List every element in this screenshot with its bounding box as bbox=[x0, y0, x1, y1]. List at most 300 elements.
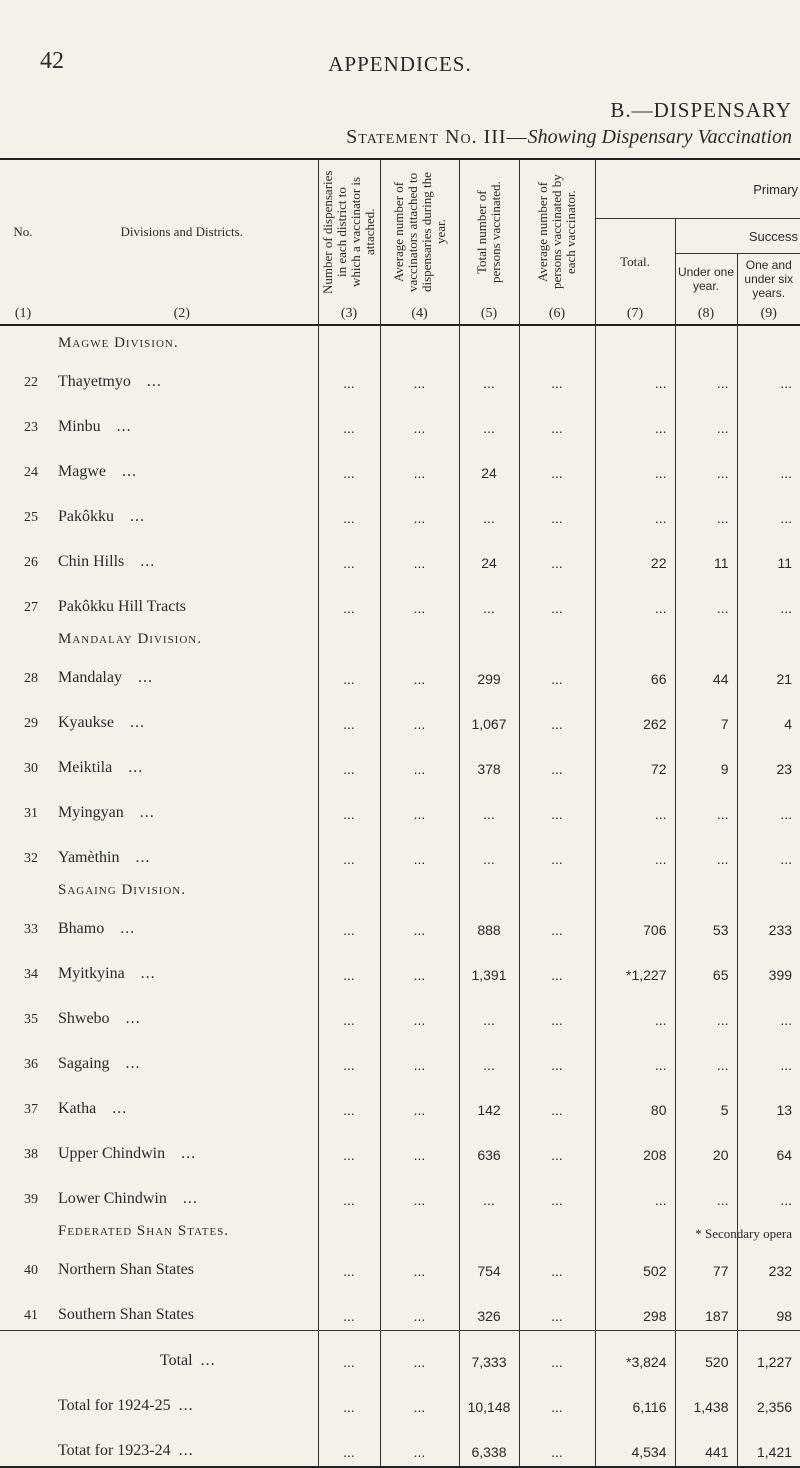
table-row bbox=[0, 783, 800, 828]
value-c7: 706 bbox=[595, 899, 675, 944]
value-c6: ... bbox=[519, 899, 595, 944]
total-c3: ... bbox=[318, 1331, 380, 1377]
statement-subtitle: Showing Dispensary Vaccination bbox=[527, 126, 792, 148]
leader-dots: ... bbox=[112, 1100, 128, 1117]
header-col3: Number of dispensaries in each district to which a vaccinator is attached. bbox=[320, 170, 377, 294]
district-cell bbox=[46, 989, 318, 1034]
total-c7: *3,824 bbox=[595, 1331, 675, 1377]
division-heading: Magwe Division. bbox=[58, 335, 179, 351]
district-cell bbox=[46, 828, 318, 873]
value-c7: 502 bbox=[595, 1240, 675, 1285]
column-number: (9) bbox=[737, 304, 800, 325]
total-c5: 6,338 bbox=[459, 1421, 519, 1467]
total-c8: 1,438 bbox=[675, 1376, 737, 1421]
leader-dots: ... bbox=[140, 553, 156, 570]
total-c7: 6,116 bbox=[595, 1376, 675, 1421]
statement-label: Statement No. III— bbox=[346, 126, 528, 148]
total-c4: ... bbox=[380, 1421, 459, 1467]
empty-cell bbox=[595, 622, 675, 648]
value-c6: ... bbox=[519, 487, 595, 532]
value-c5: ... bbox=[459, 783, 519, 828]
total-c7: 4,534 bbox=[595, 1421, 675, 1467]
row-number: 41 bbox=[24, 1308, 38, 1323]
leader-dots: ... bbox=[137, 669, 153, 686]
table-row bbox=[0, 487, 800, 532]
district-cell bbox=[46, 1079, 318, 1124]
value-c4: ... bbox=[380, 577, 459, 622]
district-cell bbox=[46, 397, 318, 442]
value-c8: 7 bbox=[675, 693, 737, 738]
value-c8: ... bbox=[675, 442, 737, 487]
header-under-one-year: Under one year. bbox=[675, 254, 737, 305]
district-name: Upper Chindwin bbox=[58, 1145, 166, 1162]
value-c6: ... bbox=[519, 944, 595, 989]
row-number: 36 bbox=[24, 1057, 38, 1072]
division-no-cell bbox=[0, 622, 46, 648]
total-c3: ... bbox=[318, 1376, 380, 1421]
leader-dots: ... bbox=[121, 463, 137, 480]
column-number: (8) bbox=[675, 304, 737, 325]
column-number: (5) bbox=[459, 304, 519, 325]
total-row bbox=[0, 1421, 800, 1467]
value-c5: ... bbox=[459, 1169, 519, 1214]
value-c7: 72 bbox=[595, 738, 675, 783]
leader-dots: ... bbox=[116, 418, 132, 435]
value-c9: 64 bbox=[737, 1124, 800, 1169]
value-c5: 24 bbox=[459, 532, 519, 577]
value-c4: ... bbox=[380, 828, 459, 873]
division-heading-row bbox=[0, 873, 800, 899]
leader-dots: ... bbox=[178, 1442, 194, 1459]
total-c5: 7,333 bbox=[459, 1331, 519, 1377]
empty-cell bbox=[380, 622, 459, 648]
value-c8: 44 bbox=[675, 648, 737, 693]
empty-cell bbox=[519, 873, 595, 899]
empty-cell bbox=[380, 325, 459, 352]
total-label: Total for 1924-25 bbox=[58, 1397, 171, 1414]
value-c3: ... bbox=[318, 577, 380, 622]
header-total: Total. bbox=[595, 219, 675, 305]
dispensary-vaccination-table bbox=[0, 158, 800, 1468]
value-c8: 9 bbox=[675, 738, 737, 783]
header-success: Success bbox=[675, 219, 800, 254]
value-c4: ... bbox=[380, 397, 459, 442]
row-number: 24 bbox=[24, 465, 38, 480]
value-c5: 24 bbox=[459, 442, 519, 487]
value-c4: ... bbox=[380, 944, 459, 989]
row-number: 37 bbox=[24, 1102, 38, 1117]
total-row bbox=[0, 1331, 800, 1377]
value-c6: ... bbox=[519, 693, 595, 738]
value-c6: ... bbox=[519, 989, 595, 1034]
value-c4: ... bbox=[380, 989, 459, 1034]
row-number: 29 bbox=[24, 716, 38, 731]
table-row bbox=[0, 828, 800, 873]
total-label-cell bbox=[46, 1421, 318, 1467]
total-c6: ... bbox=[519, 1376, 595, 1421]
table-row bbox=[0, 532, 800, 577]
leader-dots: ... bbox=[129, 714, 145, 731]
empty-cell bbox=[380, 1214, 459, 1240]
empty-cell bbox=[595, 325, 675, 352]
value-c9: 21 bbox=[737, 648, 800, 693]
district-cell bbox=[46, 487, 318, 532]
value-c9: ... bbox=[737, 1034, 800, 1079]
total-c5: 10,148 bbox=[459, 1376, 519, 1421]
value-c3: ... bbox=[318, 989, 380, 1034]
value-c6: ... bbox=[519, 1169, 595, 1214]
value-c9: ... bbox=[737, 1169, 800, 1214]
value-c6: ... bbox=[519, 648, 595, 693]
district-name: Chin Hills bbox=[58, 553, 125, 570]
leader-dots: ... bbox=[128, 759, 144, 776]
empty-cell bbox=[318, 622, 380, 648]
division-heading-row bbox=[0, 325, 800, 352]
value-c7: 298 bbox=[595, 1285, 675, 1331]
district-cell bbox=[46, 783, 318, 828]
value-c7: ... bbox=[595, 828, 675, 873]
value-c3: ... bbox=[318, 352, 380, 397]
district-name: Mandalay bbox=[58, 669, 122, 686]
empty-cell bbox=[737, 873, 800, 899]
district-cell bbox=[46, 899, 318, 944]
row-number: 25 bbox=[24, 510, 38, 525]
total-c8: 520 bbox=[675, 1331, 737, 1377]
division-heading-row bbox=[0, 622, 800, 648]
total-c8: 441 bbox=[675, 1421, 737, 1467]
value-c5: ... bbox=[459, 828, 519, 873]
value-c9: 232 bbox=[737, 1240, 800, 1285]
value-c5: 1,391 bbox=[459, 944, 519, 989]
value-c3: ... bbox=[318, 1034, 380, 1079]
value-c7: ... bbox=[595, 783, 675, 828]
value-c7: 208 bbox=[595, 1124, 675, 1169]
empty-cell bbox=[459, 622, 519, 648]
value-c4: ... bbox=[380, 487, 459, 532]
value-c4: ... bbox=[380, 1240, 459, 1285]
value-c9: 98 bbox=[737, 1285, 800, 1331]
leader-dots: ... bbox=[178, 1397, 194, 1414]
value-c3: ... bbox=[318, 1285, 380, 1331]
header-col6: Average number of persons vaccinated by each vaccinator. bbox=[535, 174, 578, 290]
empty-cell bbox=[737, 325, 800, 352]
value-c5: 142 bbox=[459, 1079, 519, 1124]
table-row bbox=[0, 1034, 800, 1079]
value-c5: ... bbox=[459, 487, 519, 532]
value-c3: ... bbox=[318, 828, 380, 873]
leader-dots: ... bbox=[182, 1190, 198, 1207]
value-c9 bbox=[737, 397, 800, 442]
value-c6: ... bbox=[519, 1079, 595, 1124]
header-no: No. bbox=[0, 159, 46, 304]
row-number: 22 bbox=[24, 375, 38, 390]
value-c8: 65 bbox=[675, 944, 737, 989]
empty-cell bbox=[459, 325, 519, 352]
value-c5: ... bbox=[459, 989, 519, 1034]
value-c6: ... bbox=[519, 1034, 595, 1079]
table-row bbox=[0, 1285, 800, 1331]
district-name: Thayetmyo bbox=[58, 373, 131, 390]
value-c3: ... bbox=[318, 648, 380, 693]
row-number: 31 bbox=[24, 806, 38, 821]
district-name: Pakôkku bbox=[58, 508, 114, 525]
value-c4: ... bbox=[380, 1285, 459, 1331]
value-c9: 11 bbox=[737, 532, 800, 577]
value-c5: ... bbox=[459, 1034, 519, 1079]
column-number-row bbox=[0, 304, 800, 325]
district-name: Shwebo bbox=[58, 1010, 110, 1027]
header-one-to-six-years: One and under six years. bbox=[737, 254, 800, 305]
district-cell bbox=[46, 1169, 318, 1214]
column-number: (2) bbox=[46, 304, 318, 325]
total-no-cell bbox=[0, 1376, 46, 1421]
value-c6: ... bbox=[519, 352, 595, 397]
value-c8: ... bbox=[675, 1169, 737, 1214]
empty-cell bbox=[380, 873, 459, 899]
total-c9: 1,227 bbox=[737, 1331, 800, 1377]
value-c8: ... bbox=[675, 397, 737, 442]
value-c7: 22 bbox=[595, 532, 675, 577]
total-c3: ... bbox=[318, 1421, 380, 1467]
value-c8: ... bbox=[675, 989, 737, 1034]
value-c5: 326 bbox=[459, 1285, 519, 1331]
table-row bbox=[0, 1240, 800, 1285]
leader-dots: ... bbox=[146, 373, 162, 390]
row-number: 33 bbox=[24, 922, 38, 937]
value-c4: ... bbox=[380, 1169, 459, 1214]
value-c6: ... bbox=[519, 1124, 595, 1169]
total-c4: ... bbox=[380, 1376, 459, 1421]
row-number: 26 bbox=[24, 555, 38, 570]
leader-dots: ... bbox=[181, 1145, 197, 1162]
leader-dots: ... bbox=[200, 1352, 216, 1369]
total-c9: 2,356 bbox=[737, 1376, 800, 1421]
column-number: (4) bbox=[380, 304, 459, 325]
district-cell bbox=[46, 1124, 318, 1169]
value-c4: ... bbox=[380, 532, 459, 577]
division-no-cell bbox=[0, 1214, 46, 1240]
empty-cell bbox=[675, 873, 737, 899]
value-c8: ... bbox=[675, 1034, 737, 1079]
district-cell bbox=[46, 352, 318, 397]
value-c4: ... bbox=[380, 648, 459, 693]
table-row bbox=[0, 577, 800, 622]
value-c4: ... bbox=[380, 1124, 459, 1169]
value-c4: ... bbox=[380, 352, 459, 397]
value-c5: 888 bbox=[459, 899, 519, 944]
column-number: (7) bbox=[595, 304, 675, 325]
value-c3: ... bbox=[318, 487, 380, 532]
value-c8: 11 bbox=[675, 532, 737, 577]
value-c9: ... bbox=[737, 783, 800, 828]
value-c3: ... bbox=[318, 944, 380, 989]
value-c6: ... bbox=[519, 828, 595, 873]
empty-cell bbox=[318, 1214, 380, 1240]
value-c9: ... bbox=[737, 577, 800, 622]
value-c6: ... bbox=[519, 1285, 595, 1331]
value-c7: ... bbox=[595, 1169, 675, 1214]
district-name: Sagaing bbox=[58, 1055, 110, 1072]
table-row bbox=[0, 1124, 800, 1169]
leader-dots: ... bbox=[135, 849, 151, 866]
empty-cell bbox=[519, 622, 595, 648]
value-c7: ... bbox=[595, 397, 675, 442]
row-number: 39 bbox=[24, 1192, 38, 1207]
district-name: Meiktila bbox=[58, 759, 113, 776]
district-name: Northern Shan States bbox=[58, 1261, 194, 1278]
leader-dots: ... bbox=[140, 965, 156, 982]
value-c3: ... bbox=[318, 1169, 380, 1214]
table-row bbox=[0, 1169, 800, 1214]
table-row bbox=[0, 648, 800, 693]
value-c4: ... bbox=[380, 899, 459, 944]
empty-cell bbox=[519, 325, 595, 352]
table-row bbox=[0, 693, 800, 738]
empty-cell bbox=[318, 325, 380, 352]
division-heading: Federated Shan States. bbox=[58, 1223, 230, 1239]
district-cell bbox=[46, 577, 318, 622]
district-name: Minbu bbox=[58, 418, 101, 435]
district-name: Myitkyina bbox=[58, 965, 125, 982]
table-row bbox=[0, 397, 800, 442]
total-row bbox=[0, 1376, 800, 1421]
leader-dots: ... bbox=[130, 508, 145, 525]
district-name: Katha bbox=[58, 1100, 97, 1117]
value-c4: ... bbox=[380, 1034, 459, 1079]
leader-dots: ... bbox=[120, 920, 136, 937]
value-c6: ... bbox=[519, 442, 595, 487]
table-header bbox=[0, 159, 800, 325]
value-c7: *1,227 bbox=[595, 944, 675, 989]
district-cell bbox=[46, 738, 318, 783]
district-cell bbox=[46, 648, 318, 693]
empty-cell bbox=[595, 1214, 675, 1240]
page-number: 42 bbox=[40, 48, 64, 74]
leader-dots: ... bbox=[139, 804, 155, 821]
total-c6: ... bbox=[519, 1331, 595, 1377]
value-c9: 233 bbox=[737, 899, 800, 944]
value-c4: ... bbox=[380, 693, 459, 738]
value-c8: 187 bbox=[675, 1285, 737, 1331]
value-c3: ... bbox=[318, 442, 380, 487]
value-c5: ... bbox=[459, 397, 519, 442]
table-row bbox=[0, 944, 800, 989]
value-c3: ... bbox=[318, 783, 380, 828]
division-heading: Sagaing Division. bbox=[58, 882, 186, 898]
total-label-cell bbox=[46, 1331, 318, 1377]
empty-cell bbox=[595, 873, 675, 899]
value-c9: ... bbox=[737, 828, 800, 873]
row-number: 30 bbox=[24, 761, 38, 776]
district-name: Lower Chindwin bbox=[58, 1190, 167, 1207]
value-c8: ... bbox=[675, 783, 737, 828]
district-name: Pakôkku Hill Tracts bbox=[58, 598, 187, 615]
value-c6: ... bbox=[519, 577, 595, 622]
leader-dots: ... bbox=[125, 1010, 141, 1027]
total-c9: 1,421 bbox=[737, 1421, 800, 1467]
district-name: Kyaukse bbox=[58, 714, 114, 731]
district-cell bbox=[46, 532, 318, 577]
empty-cell bbox=[318, 873, 380, 899]
value-c7: 262 bbox=[595, 693, 675, 738]
empty-cell bbox=[675, 622, 737, 648]
empty-cell bbox=[737, 622, 800, 648]
column-number: (3) bbox=[318, 304, 380, 325]
row-number: 27 bbox=[24, 600, 38, 615]
value-c8: ... bbox=[675, 828, 737, 873]
division-no-cell bbox=[0, 325, 46, 352]
value-c4: ... bbox=[380, 783, 459, 828]
division-no-cell bbox=[0, 873, 46, 899]
empty-cell bbox=[459, 873, 519, 899]
district-cell bbox=[46, 1034, 318, 1079]
value-c9: ... bbox=[737, 352, 800, 397]
district-name: Myingyan bbox=[58, 804, 124, 821]
leader-dots: ... bbox=[125, 1055, 141, 1072]
district-name: Southern Shan States bbox=[58, 1306, 194, 1323]
column-number: (6) bbox=[519, 304, 595, 325]
value-c9: ... bbox=[737, 442, 800, 487]
total-no-cell bbox=[0, 1331, 46, 1377]
value-c6: ... bbox=[519, 1240, 595, 1285]
footnote: * Secondary opera bbox=[695, 1226, 792, 1241]
value-c6: ... bbox=[519, 738, 595, 783]
value-c5: 299 bbox=[459, 648, 519, 693]
row-number: 40 bbox=[24, 1263, 38, 1278]
value-c7: ... bbox=[595, 577, 675, 622]
total-no-cell bbox=[0, 1421, 46, 1467]
district-name: Bhamo bbox=[58, 920, 105, 937]
value-c9: ... bbox=[737, 989, 800, 1034]
district-cell bbox=[46, 693, 318, 738]
header-col4: Average number of vaccinators attached to dispensaries during the year. bbox=[390, 172, 448, 292]
value-c3: ... bbox=[318, 1240, 380, 1285]
row-number: 28 bbox=[24, 671, 38, 686]
value-c8: 5 bbox=[675, 1079, 737, 1124]
division-heading: Mandalay Division. bbox=[58, 631, 202, 647]
value-c7: ... bbox=[595, 352, 675, 397]
value-c7: 80 bbox=[595, 1079, 675, 1124]
total-c6: ... bbox=[519, 1421, 595, 1467]
value-c8: 53 bbox=[675, 899, 737, 944]
statement-title bbox=[346, 126, 792, 149]
header-col5: Total number of persons vaccinated. bbox=[474, 181, 503, 283]
value-c3: ... bbox=[318, 1079, 380, 1124]
table-row bbox=[0, 989, 800, 1034]
value-c7: ... bbox=[595, 1034, 675, 1079]
value-c8: ... bbox=[675, 487, 737, 532]
value-c7: 66 bbox=[595, 648, 675, 693]
total-label: Totat for 1923-24 bbox=[58, 1442, 171, 1459]
row-number: 32 bbox=[24, 851, 38, 866]
division-heading-row bbox=[0, 1214, 800, 1240]
value-c9: 399 bbox=[737, 944, 800, 989]
district-cell bbox=[46, 1285, 318, 1331]
table-row bbox=[0, 738, 800, 783]
row-number: 23 bbox=[24, 420, 38, 435]
district-cell bbox=[46, 442, 318, 487]
value-c4: ... bbox=[380, 738, 459, 783]
district-cell bbox=[46, 944, 318, 989]
district-name: Yamèthin bbox=[58, 849, 120, 866]
row-number: 35 bbox=[24, 1012, 38, 1027]
value-c5: 378 bbox=[459, 738, 519, 783]
table-row bbox=[0, 352, 800, 397]
value-c3: ... bbox=[318, 899, 380, 944]
header-primary: Primary bbox=[595, 159, 800, 219]
section-heading: B.—DISPENSARY bbox=[610, 98, 792, 122]
value-c3: ... bbox=[318, 532, 380, 577]
